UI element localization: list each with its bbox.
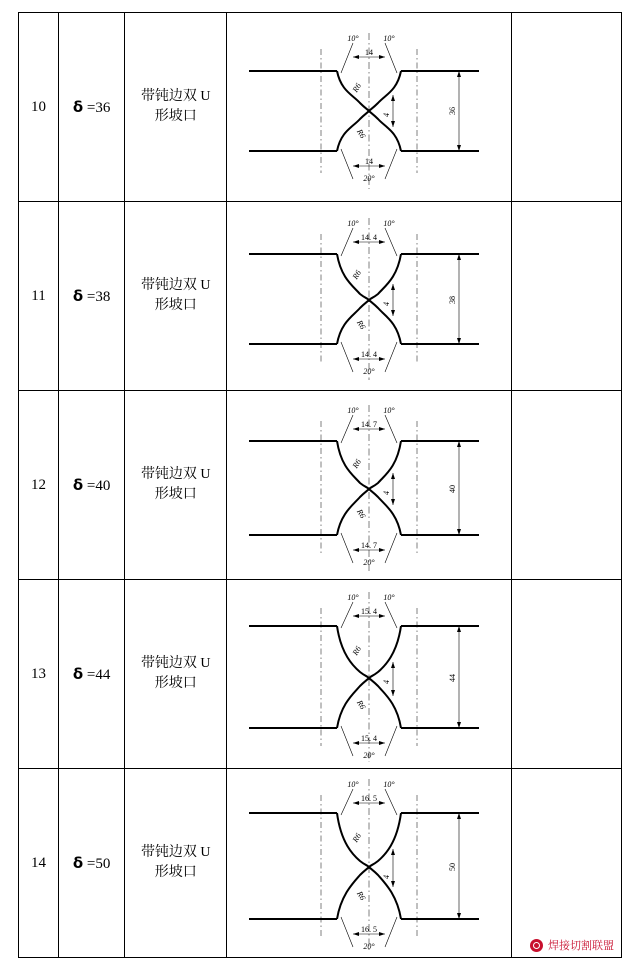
thickness-cell [59, 13, 125, 202]
dim-top-width: 14 [365, 48, 374, 57]
groove-type-cell [125, 391, 227, 580]
groove-type-line2: 形坡口 [154, 298, 197, 313]
dim-bottom-angle: 20° [363, 558, 375, 567]
dim-bottom-angle: 20° [363, 367, 375, 376]
notes-cell [511, 202, 621, 391]
delta-value: =44 [86, 666, 111, 683]
dim-angle-right: 10° [383, 593, 395, 602]
row-number-cell [19, 769, 59, 958]
dim-top-width: 14. 4 [361, 233, 378, 242]
dim-root-gap: 4 [382, 113, 392, 117]
groove-figure-cell [227, 202, 511, 391]
notes-cell [511, 769, 621, 958]
groove-type-line1: 带钝边双 U [140, 277, 211, 293]
dim-bottom-width: 16. 5 [361, 925, 378, 934]
delta-symbol: δ [72, 97, 84, 116]
thickness-value [72, 286, 111, 305]
dim-angle-left: 10° [347, 780, 359, 789]
groove-type-line2: 形坡口 [154, 676, 197, 691]
dim-bottom-width: 14. 7 [361, 541, 378, 550]
watermark [530, 937, 614, 953]
groove-type-line2: 形坡口 [154, 109, 197, 124]
dim-radius-bottom: R6 [355, 889, 368, 902]
groove-type-line1: 带钝边双 U [140, 88, 211, 104]
delta-symbol: δ [72, 664, 84, 683]
dim-radius-bottom: R6 [355, 507, 368, 520]
groove-figure-cell [227, 391, 511, 580]
dim-radius-top: R6 [350, 644, 364, 657]
thickness-value [72, 475, 111, 494]
weld-groove-table [18, 12, 622, 958]
watermark-text: 焊接切割联盟 [548, 940, 614, 952]
row-number-cell [19, 580, 59, 769]
dim-thickness: 50 [448, 863, 458, 871]
groove-type-cell [125, 13, 227, 202]
dim-radius-top: R6 [350, 831, 364, 844]
groove-type-cell [125, 769, 227, 958]
dim-radius-top: R6 [350, 81, 364, 94]
dim-bottom-width: 14 [365, 157, 374, 166]
groove-type-line1: 带钝边双 U [140, 466, 211, 482]
row-number: 12 [31, 477, 47, 493]
row-number: 14 [31, 855, 47, 871]
row-number: 13 [31, 666, 47, 682]
dim-bottom-angle: 20° [363, 174, 375, 183]
groove-type-line2: 形坡口 [154, 487, 197, 502]
groove-diagram [227, 580, 510, 768]
dim-thickness: 38 [448, 296, 458, 304]
circle-logo-icon [530, 939, 543, 952]
table-row [19, 202, 622, 391]
dim-root-gap: 4 [382, 680, 392, 684]
dim-angle-left: 10° [347, 219, 359, 228]
groove-figure-cell [227, 13, 511, 202]
dim-thickness: 44 [448, 674, 458, 682]
dim-radius-top: R6 [350, 457, 364, 470]
thickness-cell [59, 580, 125, 769]
notes-cell [511, 13, 621, 202]
row-number: 10 [31, 99, 47, 115]
thickness-value [72, 97, 111, 116]
table-row [19, 580, 622, 769]
notes-cell [511, 580, 621, 769]
dim-root-gap: 4 [382, 875, 392, 879]
groove-diagram [227, 202, 510, 390]
groove-type-cell [125, 580, 227, 769]
dim-top-width: 16. 5 [361, 794, 378, 803]
delta-value: =36 [86, 99, 111, 116]
groove-figure-cell [227, 769, 511, 958]
notes-cell [511, 391, 621, 580]
dim-angle-right: 10° [383, 219, 395, 228]
dim-radius-bottom: R6 [355, 127, 368, 140]
dim-bottom-width: 15. 4 [361, 734, 378, 743]
dim-bottom-angle: 20° [363, 942, 375, 951]
row-number: 11 [31, 288, 46, 304]
dim-top-width: 14. 7 [361, 420, 378, 429]
groove-diagram [227, 769, 510, 957]
groove-figure-cell [227, 580, 511, 769]
dim-radius-bottom: R6 [355, 698, 368, 711]
delta-symbol: δ [72, 286, 84, 305]
table-row [19, 13, 622, 202]
table-row [19, 769, 622, 958]
groove-type-line2: 形坡口 [154, 865, 197, 880]
delta-value: =40 [86, 477, 111, 494]
delta-symbol: δ [72, 475, 84, 494]
dim-thickness: 36 [448, 107, 458, 115]
table-row [19, 391, 622, 580]
dim-root-gap: 4 [382, 491, 392, 495]
dim-angle-right: 10° [383, 34, 395, 43]
thickness-cell [59, 769, 125, 958]
groove-type-line1: 带钝边双 U [140, 844, 211, 860]
dim-bottom-width: 14. 4 [361, 350, 378, 359]
row-number-cell [19, 13, 59, 202]
dim-angle-right: 10° [383, 780, 395, 789]
delta-value: =38 [86, 288, 111, 305]
row-number-cell [19, 391, 59, 580]
groove-type-line1: 带钝边双 U [140, 655, 211, 671]
dim-thickness: 40 [448, 485, 458, 493]
dim-angle-left: 10° [347, 406, 359, 415]
groove-diagram [227, 13, 510, 201]
dim-angle-left: 10° [347, 593, 359, 602]
thickness-cell [59, 202, 125, 391]
groove-type-cell [125, 202, 227, 391]
thickness-value [72, 664, 111, 683]
delta-value: =50 [86, 855, 111, 872]
dim-radius-bottom: R6 [355, 318, 368, 331]
dim-angle-left: 10° [347, 34, 359, 43]
row-number-cell [19, 202, 59, 391]
dim-top-width: 15. 4 [361, 607, 378, 616]
dim-angle-right: 10° [383, 406, 395, 415]
dim-root-gap: 4 [382, 302, 392, 306]
thickness-value [72, 853, 111, 872]
delta-symbol: δ [72, 853, 84, 872]
thickness-cell [59, 391, 125, 580]
dim-radius-top: R6 [350, 268, 364, 281]
dim-bottom-angle: 20° [363, 751, 375, 760]
groove-diagram [227, 391, 510, 579]
